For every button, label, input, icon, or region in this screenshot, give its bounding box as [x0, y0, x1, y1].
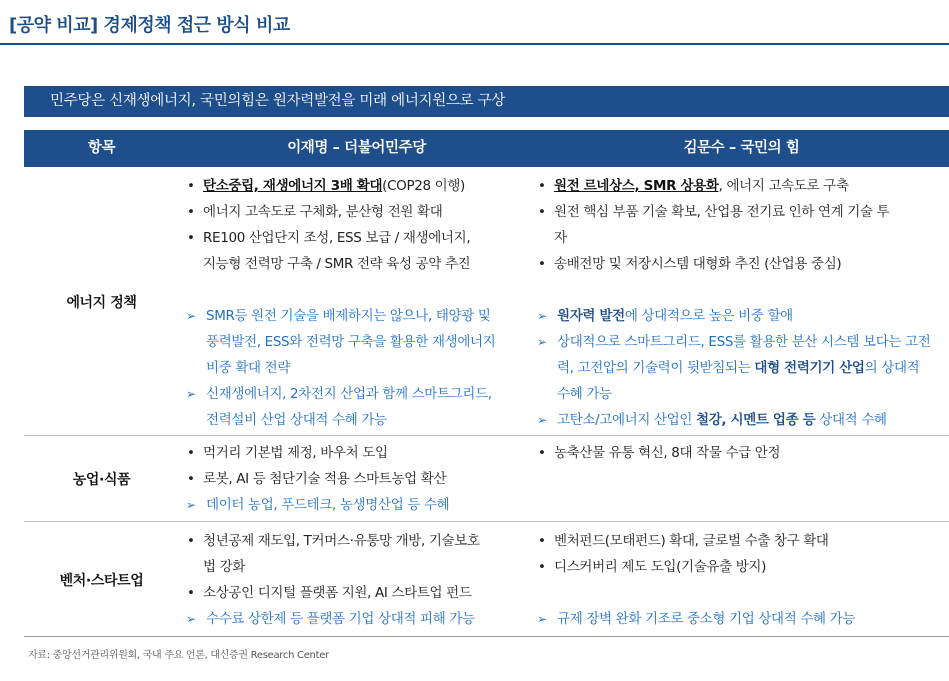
list-item: • 디스커버리 제도 도입(기술유출 방지): [534, 554, 766, 580]
impact-item: ➢ 고탄소/고에너지 산업인 철강, 시멘트 업종 등 상대적 수혜: [537, 407, 887, 433]
list-item: • 소상공인 디지털 플랫폼 지원, AI 스타트업 펀드: [183, 580, 472, 606]
table-header: [24, 130, 949, 167]
column-header-lee: 이재명 – 더불어민주당: [287, 140, 426, 156]
footer-divider: [24, 636, 949, 637]
impact-item-continuation: 전력설비 산업 상대적 수혜 가능: [206, 412, 387, 428]
column-header-item: 항목: [87, 140, 116, 156]
list-item-continuation: 자: [554, 230, 567, 246]
list-item: • 원전 핵심 부품 기술 확보, 산업용 전기료 인하 연계 기술 투: [534, 199, 889, 225]
subtitle-banner: 민주당은 신재생에너지, 국민의힘은 원자력발전을 미래 에너지원으로 구상: [24, 86, 949, 117]
impact-item: ➢ SMR등 원전 기술을 배제하지는 않으나, 태양광 및: [186, 303, 491, 329]
row-label-energy: 에너지 정책: [66, 295, 137, 311]
list-item: • 농축산물 유통 혁신, 8대 작물 수급 안정: [534, 440, 780, 466]
title-divider: [0, 43, 949, 45]
list-item: • 에너지 고속도로 구체화, 분산형 전원 확대: [183, 199, 442, 225]
column-header-kim: 김문수 – 국민의 힘: [683, 140, 800, 156]
list-item: • 먹거리 기본법 제정, 바우처 도입: [183, 440, 388, 466]
list-item-continuation: 법 강화: [203, 559, 246, 575]
impact-item-continuation: 풍력발전, ESS와 전력망 구축을 활용한 재생에너지: [206, 334, 496, 350]
row-divider: [24, 435, 949, 436]
impact-item: ➢ 신재생에너지, 2차전지 산업과 함께 스마트그리드,: [186, 381, 492, 407]
list-item: • RE100 산업단지 조성, ESS 보급 / 재생에너지,: [183, 225, 470, 251]
impact-item-continuation: 수혜 가능: [557, 386, 612, 402]
list-item: • 청년공제 재도입, T커머스·유통망 개방, 기술보호: [183, 528, 480, 554]
impact-item: ➢ 원자력 발전에 상대적으로 높은 비중 할애: [537, 303, 793, 329]
row-divider: [24, 521, 949, 522]
list-item: • 벤처펀드(모태펀드) 확대, 글로벌 수출 창구 확대: [534, 528, 829, 554]
list-item: • 로봇, AI 등 첨단기술 적용 스마트농업 확산: [183, 466, 446, 492]
page-title: [공약 비교] 경제정책 접근 방식 비교: [9, 15, 290, 36]
list-item: • 탄소중립, 재생에너지 3배 확대(COP28 이행): [183, 173, 465, 199]
row-label-venture: 벤처·스타트업: [59, 573, 144, 589]
source-note: 자료: 중앙선거관리위원회, 국내 주요 언론, 대신증권 Research Center: [28, 650, 329, 661]
impact-item-continuation: 비중 확대 전략: [206, 360, 291, 376]
list-item: • 원전 르네상스, SMR 상용화, 에너지 고속도로 구축: [534, 173, 849, 199]
impact-item-continuation: 력, 고전압의 기술력이 뒷받침되는 대형 전력기기 산업의 상대적: [557, 360, 920, 376]
impact-item: ➢ 상대적으로 스마트그리드, ESS를 활용한 분산 시스템 보다는 고전: [537, 329, 930, 355]
impact-item: ➢ 규제 장벽 완화 기조로 중소형 기업 상대적 수혜 가능: [537, 606, 855, 632]
impact-item: ➢ 수수료 상한제 등 플랫폼 기업 상대적 피해 가능: [186, 606, 475, 632]
list-item-continuation: 지능형 전력망 구축 / SMR 전략 육성 공약 추진: [203, 256, 471, 272]
row-label-agri: 농업·식품: [72, 472, 131, 488]
list-item: • 송배전망 및 저장시스템 대형화 추진 (산업용 중심): [534, 251, 841, 277]
impact-item: ➢ 데이터 농업, 푸드테크, 농생명산업 등 수혜: [186, 492, 449, 518]
